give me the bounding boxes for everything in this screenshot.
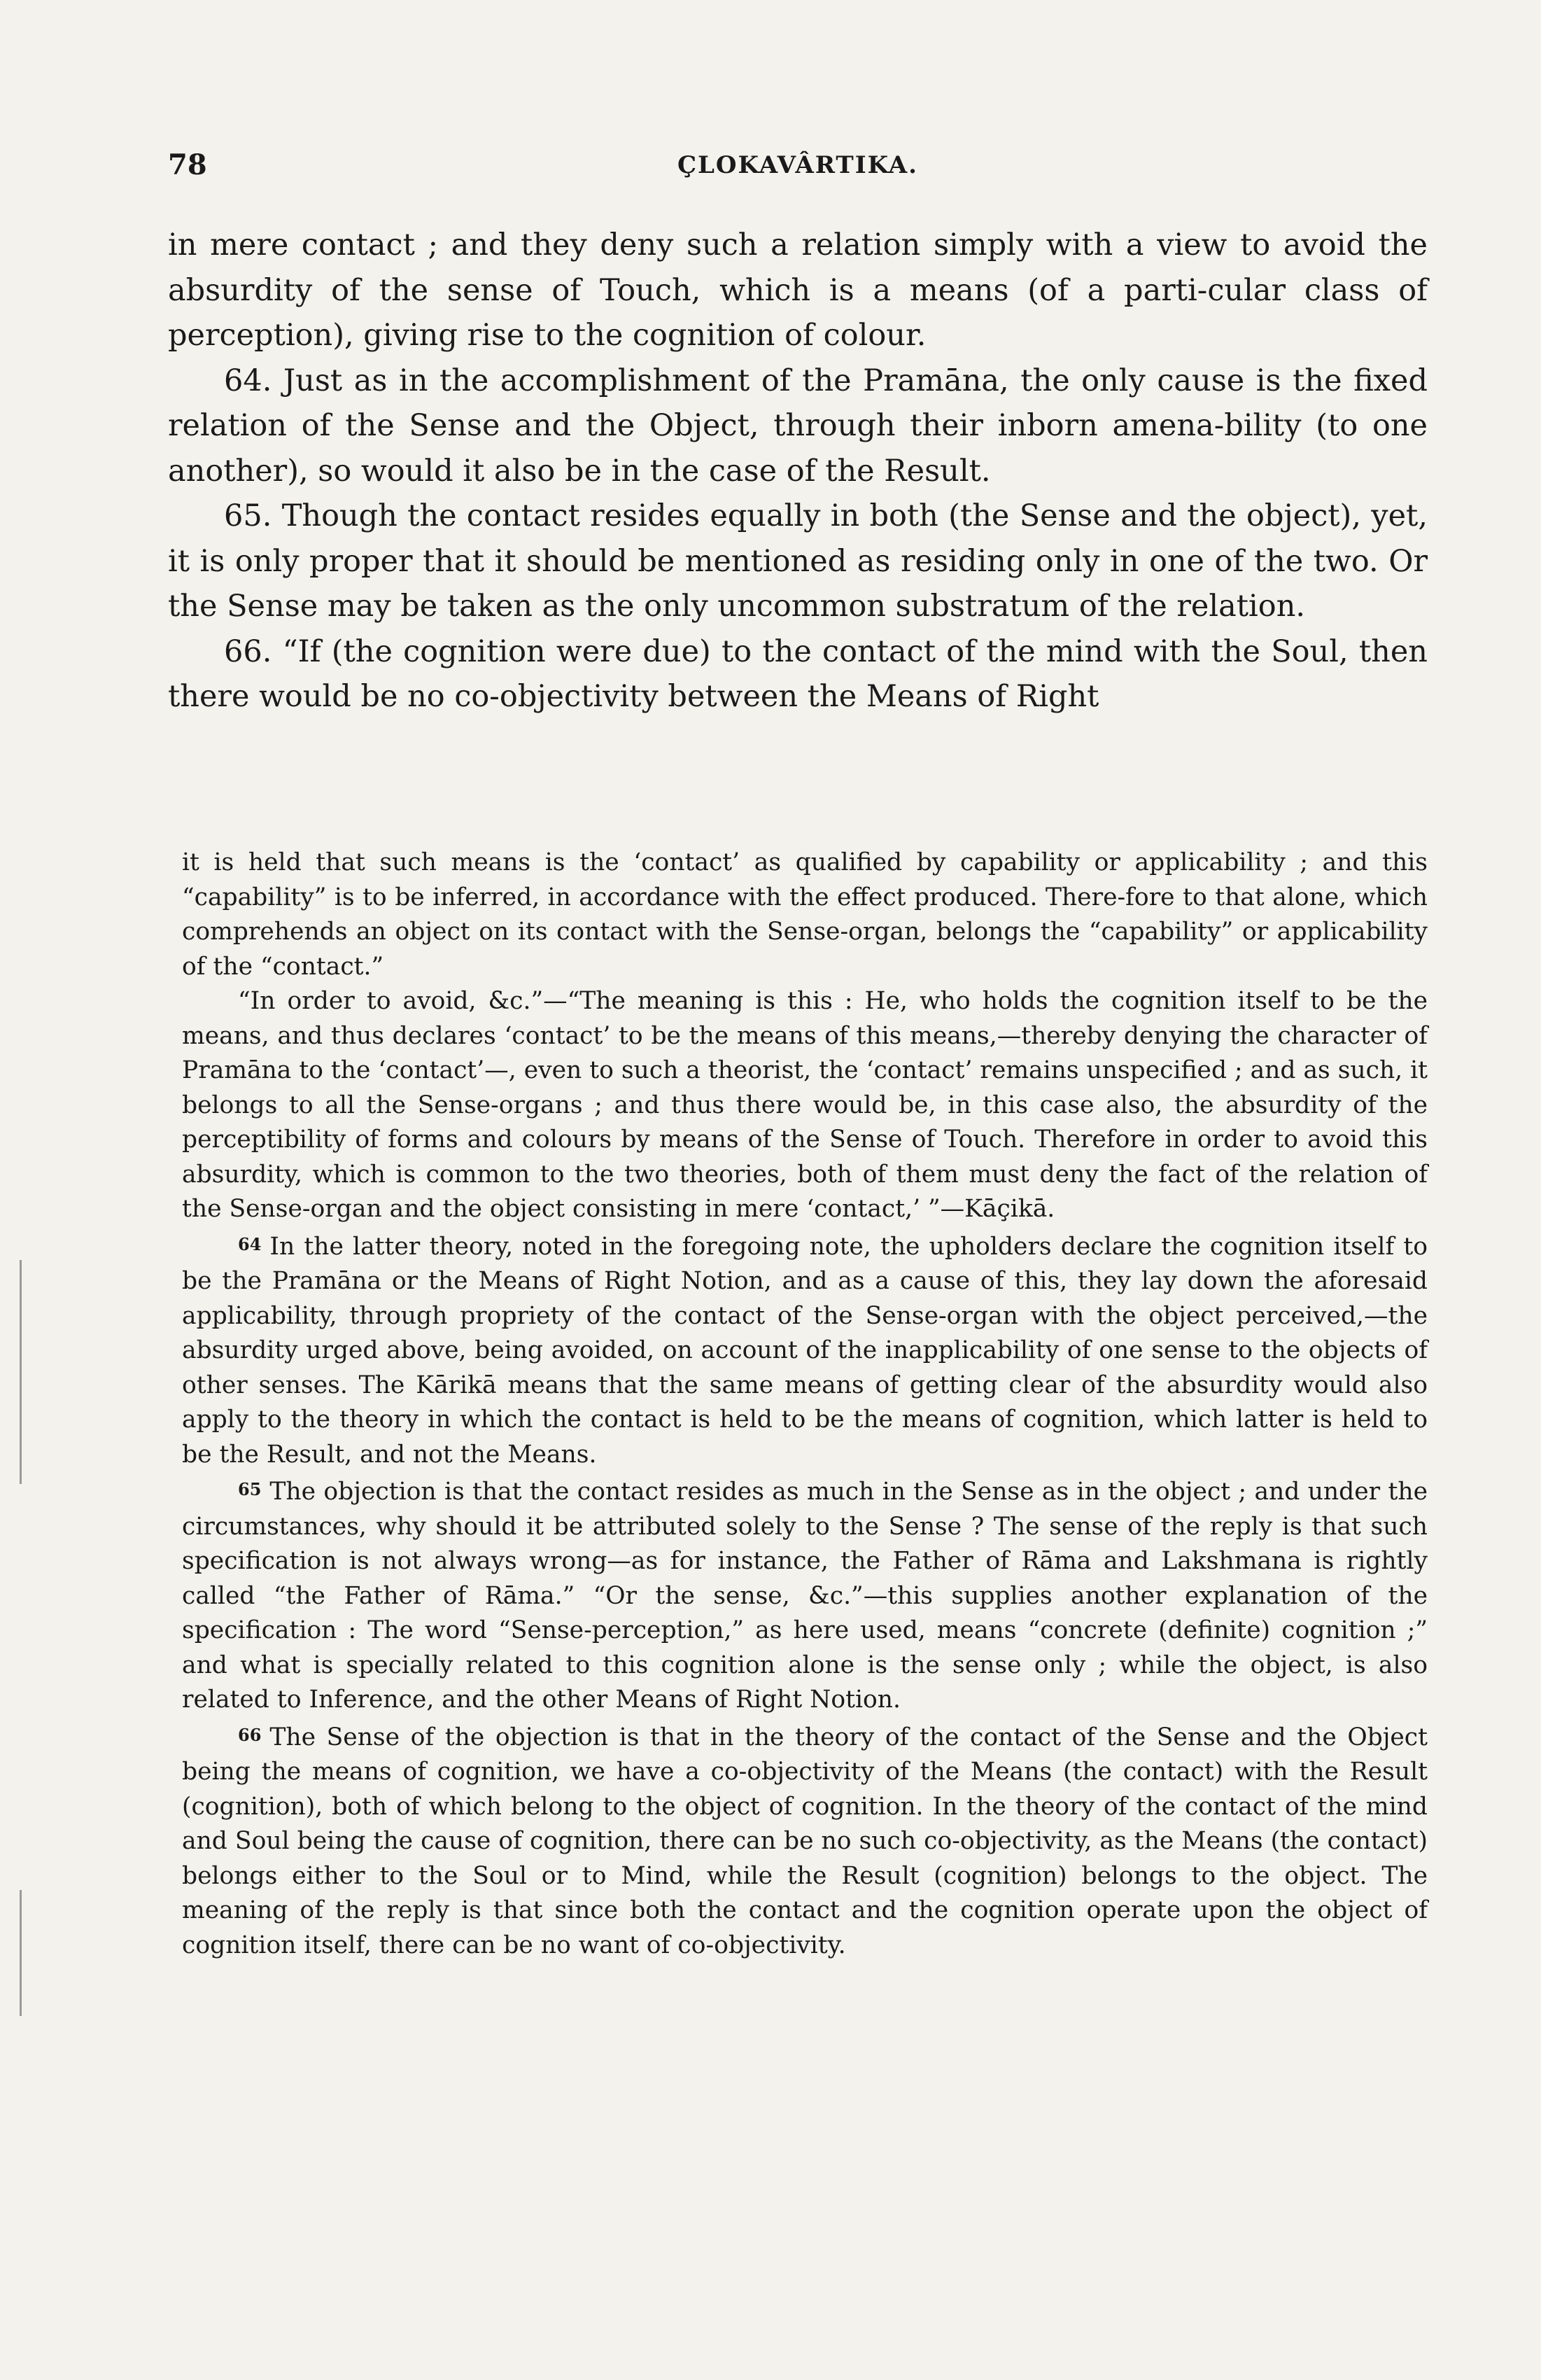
verse-number: 66. [224, 634, 272, 669]
verse-number: 65. [224, 498, 272, 533]
intro-paragraph: in mere contact ; and they deny such a relation simply with a view to avoid the absurdity of the sense of Touch, which is a means (of a parti-cular class of perception), giving rise to the cognition of colour. [168, 227, 1428, 353]
footnote-mark: 66 [238, 1724, 262, 1745]
verse-paragraph [168, 358, 1428, 494]
verse-text: Just as in the accomplishment of the Pramāna, the only cause is the fixed relation of the Sense and the Object, through their inborn amena-bility (to one another), so would it also be in the case of the Result. [168, 363, 1428, 489]
footnotes [182, 846, 1428, 1963]
footnote [182, 1227, 1428, 1473]
footnote-text: The Sense of the objection is that in the theory of the contact of the Sense and the Object being the means of cognition, we have a co-objectivity of the Means (the contact) with the Result (cognition), both of which belong to the object of cognition. In the theory of the contact of the mind and Soul being the cause of cognition, there can be no such co-objectivity, as the Means (the contact) belongs either to the Soul or to Mind, while the Result (cognition) belongs to the object. The meaning of the reply is that since both the contact and the cognition operate upon the object of cognition itself, there can be no want of co-objectivity. [182, 1723, 1428, 1959]
footnote-continuation: it is held that such means is the ‘contact’ as qualified by capability or applicability ; and this “capability” is to be inferred, in accordance with the effect produced. There-fore to that alone, which comprehends an object on its contact with the Sense-organ, belongs the “capability” or applicability of the “contact.” [182, 848, 1428, 981]
margin-line [20, 1890, 22, 2016]
page-header [168, 148, 1428, 190]
footnote [182, 1718, 1428, 1963]
footnote-mark: 65 [238, 1479, 262, 1499]
verse-paragraph [168, 493, 1428, 629]
footnote-text: In the latter theory, noted in the foregoing note, the upholders declare the cognition itself to be the Pramāna or the Means of Right Notion, and as a cause of this, they lay down the aforesaid applicability, through propriety of the contact of the Sense-organ with the object perceived,—the absurdity urged above, being avoided, on account of the inapplicability of one sense to the objects of other senses. The Kārikā means that the same means of getting clear of the absurdity would also apply to the theory in which the contact is held to be the means of cognition, which latter is held to be the Result, and not the Means. [182, 1232, 1428, 1469]
page-number: 78 [168, 148, 207, 181]
running-title: ÇLOKAVÂRTIKA. [677, 151, 919, 179]
quote-note: “In order to avoid, &c.”—“The meaning is this : He, who holds the cognition itself to be the means, and thus declares ‘contact’ to be the means of this means,—thereby denying the character of Pramāna to the ‘contact’—, even to such a theorist, the ‘contact’ remains unspecified ; and as such, it belongs to all the Sense-organs ; and thus there would be, in this case also, the absurdity of the perceptibility of forms and colours by means of the Sense of Touch. Therefore in order to avoid this absurdity, which is common to the two theories, both of them must deny the fact of the relation of the Sense-organ and the object consisting in mere ‘contact,’ ”—Kāçikā. [182, 987, 1428, 1223]
verse-number: 64. [224, 363, 272, 398]
footnote-mark: 64 [238, 1233, 262, 1254]
margin-line [20, 1260, 22, 1484]
verse-text: Though the contact resides equally in both (the Sense and the object), yet, it is only proper that it should be mentioned as residing only in one of the two. Or the Sense may be taken as the only uncommon substratum of the relation. [168, 498, 1428, 624]
verse-text: “If (the cognition were due) to the contact of the mind with the Soul, then there would be no co-objectivity between the Means of Right [168, 634, 1428, 714]
main-text [168, 223, 1428, 720]
verse-paragraph [168, 629, 1428, 720]
footnote-text: The objection is that the contact resides as much in the Sense as in the object ; and under the circumstances, why should it be attributed solely to the Sense ? The sense of the reply is that such specification is not always wrong—as for instance, the Father of Rāma and Lakshmana is rightly called “the Father of Rāma.” “Or the sense, &c.”—this supplies another explanation of the specification : The word “Sense-perception,” as here used, means “concrete (definite) cognition ;” and what is specially related to this cognition alone is the sense only ; while the object, is also related to Inference, and the other Means of Right Notion. [182, 1478, 1428, 1714]
footnote [182, 1472, 1428, 1718]
